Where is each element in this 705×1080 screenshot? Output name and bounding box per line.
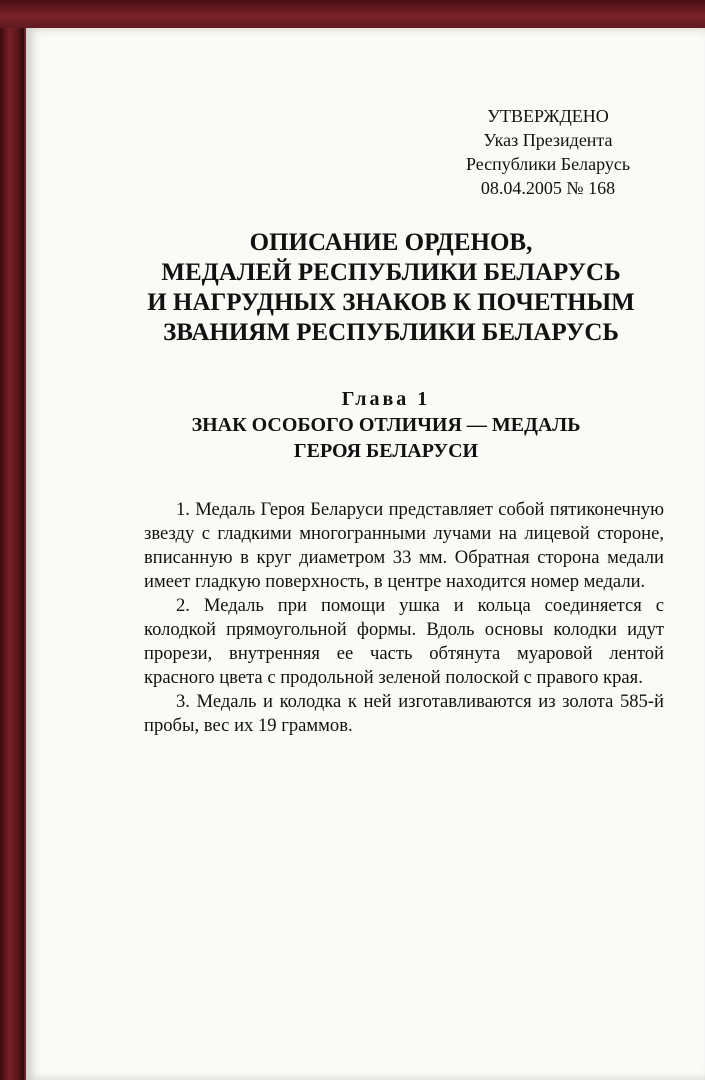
chapter-heading-line: ГЕРОЯ БЕЛАРУСИ — [293, 440, 479, 462]
title-line: И НАГРУДНЫХ ЗНАКОВ К ПОЧЕТНЫМ — [147, 289, 635, 316]
approval-date: 08.04.2005 № 168 — [480, 178, 616, 198]
title-line: ОПИСАНИЕ ОРДЕНОВ, — [249, 229, 533, 256]
document-title — [96, 228, 686, 348]
book-cover-edge — [0, 0, 705, 28]
document-page — [26, 28, 705, 1080]
chapter-label: Глава 1 — [341, 388, 431, 410]
approval-stamp — [420, 104, 676, 200]
paragraph: 1. Медаль Героя Беларуси представляет собой пятиконечную звезду с гладкими многогранными лучами на лицевой стороне, вписанную в круг диаметром 33 мм. Обратная сторона медали имеет гладкую поверхность, в центре находится номер медали. — [144, 499, 664, 592]
title-line: МЕДАЛЕЙ РЕСПУБЛИКИ БЕЛАРУСЬ — [161, 259, 621, 286]
chapter-header — [156, 386, 616, 464]
book-binding — [0, 0, 24, 1080]
title-line: ЗВАНИЯМ РЕСПУБЛИКИ БЕЛАРУСЬ — [163, 319, 619, 346]
approval-line: Республики Беларусь — [465, 154, 631, 174]
paragraph: 3. Медаль и колодка к ней изготавливаются из золота 585-й пробы, вес их 19 граммов. — [144, 691, 664, 736]
approval-line: Указ Президента — [483, 130, 613, 150]
approval-line: УТВЕРЖДЕНО — [487, 106, 609, 126]
chapter-body — [144, 498, 664, 738]
paragraph: 2. Медаль при помощи ушка и кольца соединяется с колодкой прямоугольной формы. Вдоль основы колодки идут прорези, внутренняя ее часть обтянута муаровой лентой красного цвета с продольной зеленой полоской с правого края. — [144, 595, 664, 688]
chapter-heading-line: ЗНАК ОСОБОГО ОТЛИЧИЯ — МЕДАЛЬ — [191, 414, 581, 436]
